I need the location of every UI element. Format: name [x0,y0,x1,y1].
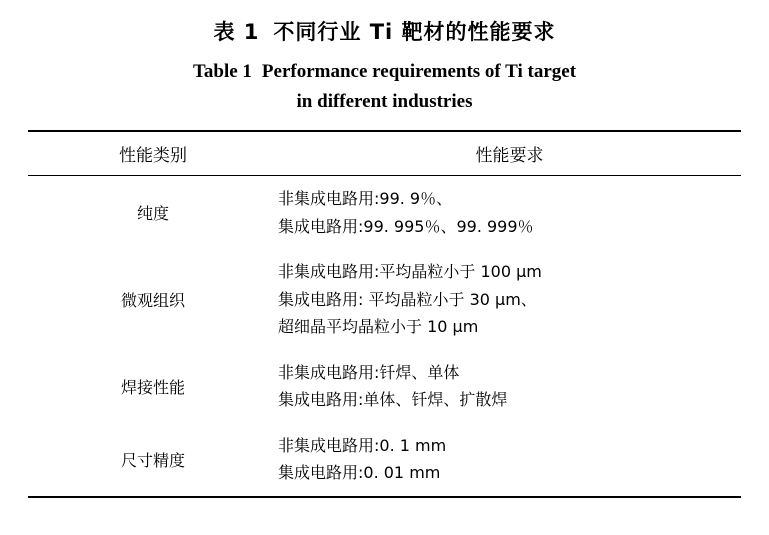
requirement-line: 非集成电路用:钎焊、单体 [278,362,460,382]
requirement-line: 集成电路用: 平均晶粒小于 30 μm、 [278,289,537,309]
caption-chinese-number: 表 1 [213,20,260,44]
requirements-table [28,130,741,498]
cell-requirement [278,176,741,250]
caption-english-title: Performance requirements of Ti target [261,61,577,83]
cell-category: 尺寸精度 [28,423,278,497]
cell-requirement [278,350,741,423]
requirement-line: 非集成电路用:平均晶粒小于 100 μm [278,262,542,282]
table-body [28,176,741,497]
table-row [28,176,741,250]
requirement-line: 集成电路用:99. 995％、99. 999％ [278,216,534,236]
caption-english-number: Table 1 [192,61,252,83]
requirement-line: 非集成电路用:99. 9％、 [278,189,453,209]
column-header-category: 性能类别 [28,131,278,176]
caption-english-line1 [0,57,769,86]
cell-category: 焊接性能 [120,377,185,397]
table-header-row [28,131,741,176]
requirement-line: 非集成电路用:0. 1 mm [278,435,447,455]
table-row [28,249,741,350]
cell-requirement [278,423,741,497]
table-caption [0,0,769,116]
caption-english-line2: in different industries [296,90,473,112]
cell-category: 微观组织 [120,291,185,311]
table-row [28,350,741,423]
cell-requirement [278,249,741,350]
caption-chinese-title: 不同行业 Ti 靶材的性能要求 [273,20,556,44]
requirement-line: 集成电路用:单体、钎焊、扩散焊 [278,390,508,410]
column-header-requirement: 性能要求 [278,131,741,176]
requirement-line: 集成电路用:0. 01 mm [278,463,441,483]
caption-chinese [0,18,769,47]
table-header [28,131,741,176]
table-row [28,423,741,497]
cell-category: 纯度 [28,176,278,250]
requirement-line: 超细晶平均晶粒小于 10 μm [278,317,479,337]
